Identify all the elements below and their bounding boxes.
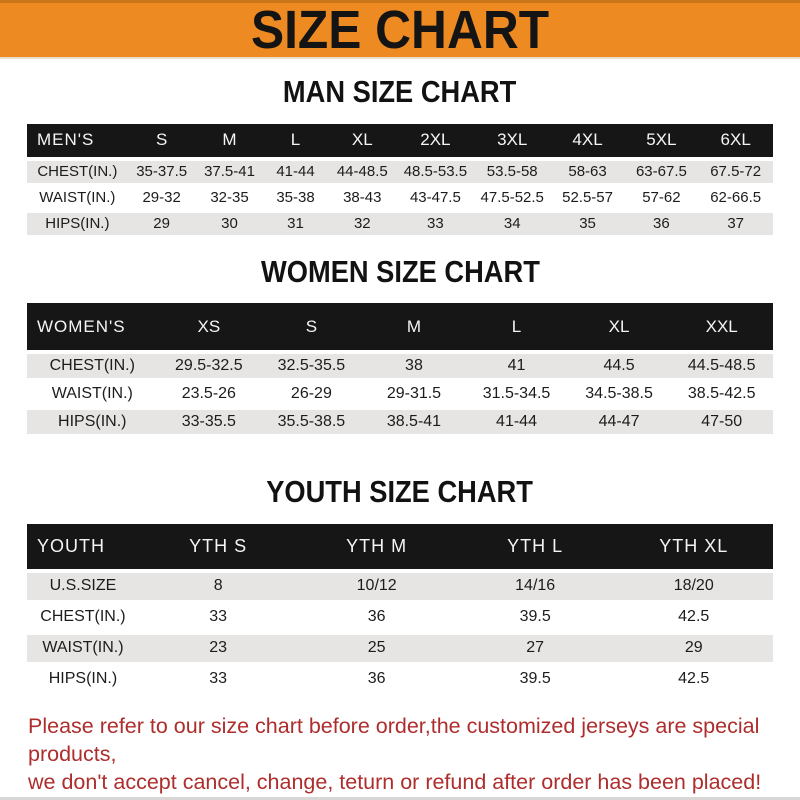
column-header: 2XL xyxy=(397,124,474,157)
size-cell: 14/16 xyxy=(456,573,615,600)
size-cell: 32-35 xyxy=(196,187,264,209)
size-cell: 32 xyxy=(328,213,397,235)
size-cell: 23 xyxy=(139,635,298,662)
size-cell: 8 xyxy=(139,573,298,600)
size-cell: 52.5-57 xyxy=(551,187,625,209)
column-header: L xyxy=(263,124,327,157)
table-row-chest xyxy=(27,604,773,631)
column-header: 6XL xyxy=(698,124,773,157)
size-cell: 47-50 xyxy=(670,410,773,434)
men-section-heading xyxy=(0,76,800,109)
size-cell: 33 xyxy=(139,666,298,693)
size-cell: 43-47.5 xyxy=(397,187,474,209)
men-table-title: MEN'S xyxy=(27,124,128,157)
size-cell: 57-62 xyxy=(624,187,698,209)
women-table-header-row xyxy=(27,303,773,350)
banner xyxy=(0,0,800,59)
row-label: CHEST(IN.) xyxy=(27,161,128,183)
column-header: YTH L xyxy=(456,524,615,569)
women-section xyxy=(0,239,800,439)
size-cell: 44.5 xyxy=(568,354,671,378)
size-cell: 67.5-72 xyxy=(698,161,773,183)
page-title: SIZE CHART xyxy=(250,0,550,60)
size-cell: 41-44 xyxy=(263,161,327,183)
row-label: WAIST(IN.) xyxy=(27,635,139,662)
column-header: 5XL xyxy=(624,124,698,157)
size-cell: 29 xyxy=(128,213,196,235)
row-label: HIPS(IN.) xyxy=(27,213,128,235)
column-header: S xyxy=(260,303,363,350)
size-cell: 38-43 xyxy=(328,187,397,209)
column-header: YTH XL xyxy=(614,524,773,569)
table-row-hips xyxy=(27,666,773,693)
youth-table-title: YOUTH xyxy=(27,524,139,569)
size-cell: 10/12 xyxy=(297,573,456,600)
men-section xyxy=(0,59,800,239)
table-row-waist xyxy=(27,382,773,406)
size-cell: 35.5-38.5 xyxy=(260,410,363,434)
table-row-hips xyxy=(27,410,773,434)
size-cell: 58-63 xyxy=(551,161,625,183)
column-header: XXL xyxy=(670,303,773,350)
men-section-heading-text: MAN SIZE CHART xyxy=(283,74,517,109)
men-size-table xyxy=(27,120,773,239)
row-label: WAIST(IN.) xyxy=(27,382,158,406)
size-cell: 36 xyxy=(297,604,456,631)
size-cell: 34.5-38.5 xyxy=(568,382,671,406)
size-cell: 63-67.5 xyxy=(624,161,698,183)
size-cell: 44-47 xyxy=(568,410,671,434)
size-cell: 33-35.5 xyxy=(158,410,261,434)
size-cell: 35-38 xyxy=(263,187,327,209)
table-row-waist xyxy=(27,187,773,209)
youth-section-heading xyxy=(0,476,800,509)
column-header: M xyxy=(363,303,466,350)
size-cell: 41 xyxy=(465,354,568,378)
size-cell: 35 xyxy=(551,213,625,235)
size-cell: 30 xyxy=(196,213,264,235)
row-label: CHEST(IN.) xyxy=(27,354,158,378)
size-cell: 62-66.5 xyxy=(698,187,773,209)
women-section-heading-text: WOMEN SIZE CHART xyxy=(260,253,540,289)
size-cell: 27 xyxy=(456,635,615,662)
column-header: XL xyxy=(568,303,671,350)
column-header: M xyxy=(196,124,264,157)
column-header: 3XL xyxy=(474,124,551,157)
size-cell: 31.5-34.5 xyxy=(465,382,568,406)
size-cell: 26-29 xyxy=(260,382,363,406)
size-cell: 29-31.5 xyxy=(363,382,466,406)
column-header: 4XL xyxy=(551,124,625,157)
men-table-header-row xyxy=(27,124,773,157)
size-cell: 31 xyxy=(263,213,327,235)
size-cell: 29-32 xyxy=(128,187,196,209)
size-cell: 37 xyxy=(698,213,773,235)
size-cell: 39.5 xyxy=(456,604,615,631)
youth-section-heading-text: YOUTH SIZE CHART xyxy=(266,474,534,510)
table-row-hips xyxy=(27,213,773,235)
row-label: U.S.SIZE xyxy=(27,573,139,600)
women-section-heading xyxy=(0,253,800,289)
size-cell: 32.5-35.5 xyxy=(260,354,363,378)
notice-line-1: Please refer to our size chart before order,the customized jerseys are special products, xyxy=(28,713,760,767)
women-size-table xyxy=(27,299,773,438)
size-cell: 38 xyxy=(363,354,466,378)
row-label: WAIST(IN.) xyxy=(27,187,128,209)
size-cell: 18/20 xyxy=(614,573,773,600)
row-label: CHEST(IN.) xyxy=(27,604,139,631)
size-cell: 44.5-48.5 xyxy=(670,354,773,378)
size-cell: 38.5-41 xyxy=(363,410,466,434)
size-cell: 42.5 xyxy=(614,666,773,693)
size-cell: 39.5 xyxy=(456,666,615,693)
size-cell: 48.5-53.5 xyxy=(397,161,474,183)
size-cell: 36 xyxy=(624,213,698,235)
size-cell: 37.5-41 xyxy=(196,161,264,183)
size-cell: 53.5-58 xyxy=(474,161,551,183)
youth-size-table xyxy=(27,520,773,697)
size-cell: 29.5-32.5 xyxy=(158,354,261,378)
size-cell: 35-37.5 xyxy=(128,161,196,183)
size-cell: 36 xyxy=(297,666,456,693)
column-header: YTH M xyxy=(297,524,456,569)
row-label: HIPS(IN.) xyxy=(27,410,158,434)
column-header: YTH S xyxy=(139,524,298,569)
column-header: XL xyxy=(328,124,397,157)
size-cell: 29 xyxy=(614,635,773,662)
footer-notice xyxy=(28,712,772,797)
size-cell: 41-44 xyxy=(465,410,568,434)
size-cell: 44-48.5 xyxy=(328,161,397,183)
size-cell: 33 xyxy=(139,604,298,631)
women-table-title: WOMEN'S xyxy=(27,303,158,350)
size-cell: 42.5 xyxy=(614,604,773,631)
column-header: XS xyxy=(158,303,261,350)
size-cell: 33 xyxy=(397,213,474,235)
youth-section xyxy=(0,438,800,697)
size-cell: 23.5-26 xyxy=(158,382,261,406)
table-row-waist xyxy=(27,635,773,662)
column-header: S xyxy=(128,124,196,157)
size-cell: 25 xyxy=(297,635,456,662)
notice-line-2: we don't accept cancel, change, teturn or refund after order has been placed! xyxy=(28,770,762,795)
column-header: L xyxy=(465,303,568,350)
table-row-chest xyxy=(27,161,773,183)
youth-table-header-row xyxy=(27,524,773,569)
size-cell: 34 xyxy=(474,213,551,235)
size-cell: 38.5-42.5 xyxy=(670,382,773,406)
size-cell: 47.5-52.5 xyxy=(474,187,551,209)
table-row-us-size xyxy=(27,573,773,600)
table-row-chest xyxy=(27,354,773,378)
row-label: HIPS(IN.) xyxy=(27,666,139,693)
